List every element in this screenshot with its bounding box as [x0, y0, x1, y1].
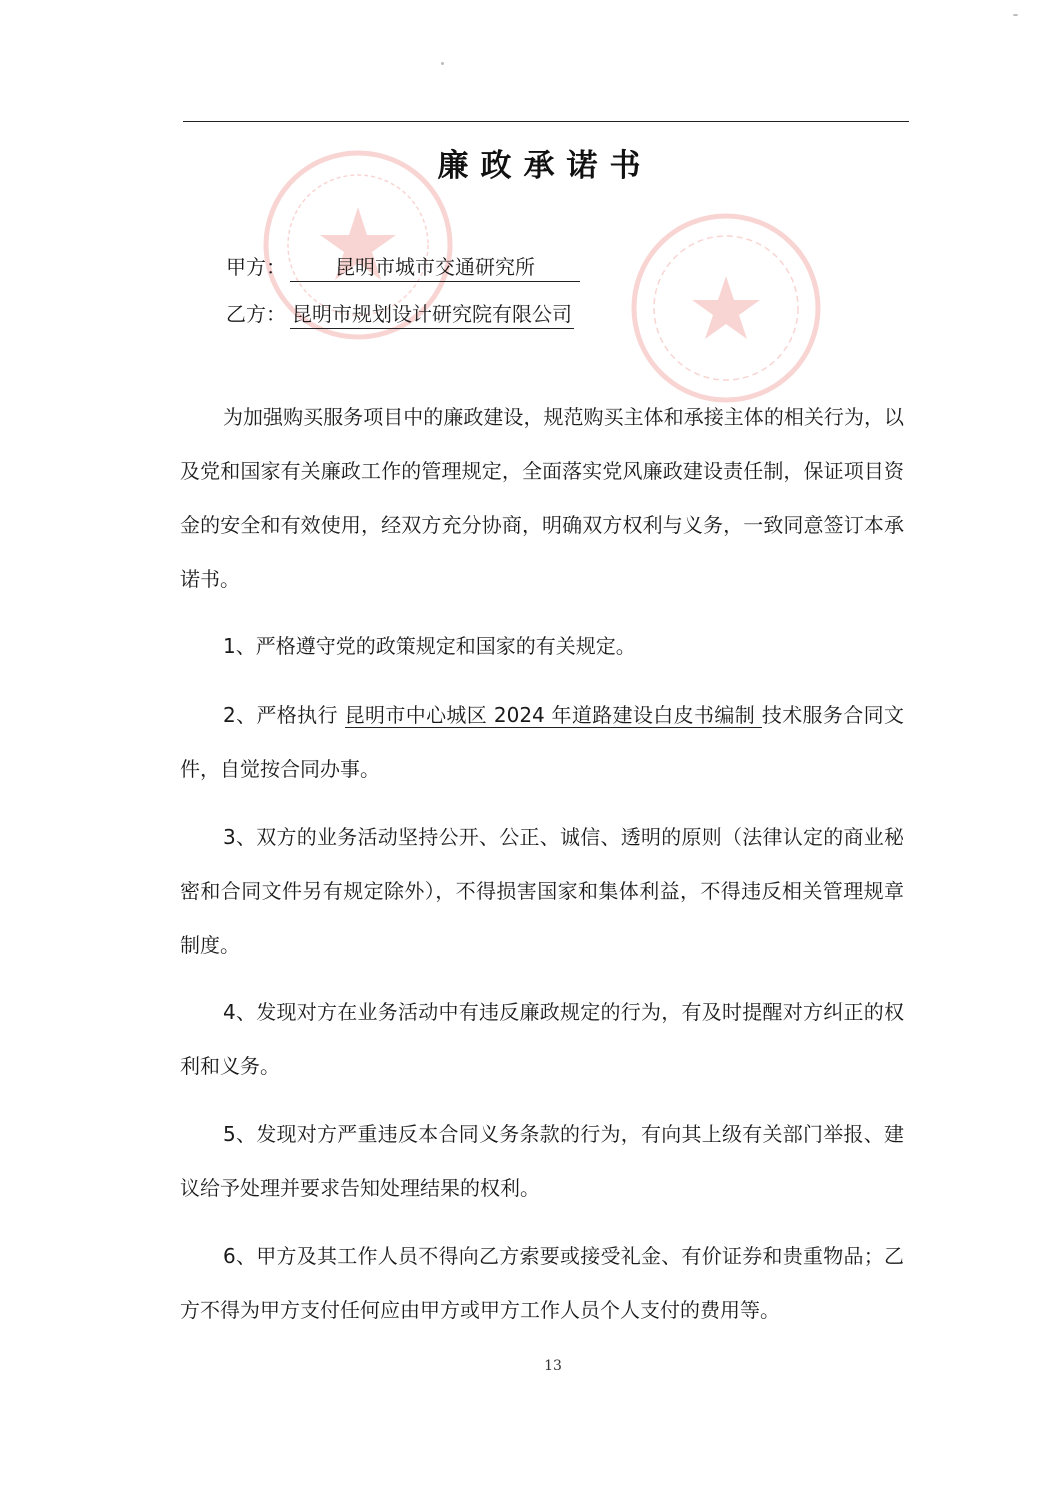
clause-6: 6、甲方及其工作人员不得向乙方索要或接受礼金、有价证券和贵重物品；乙方不得为甲方支付任何应由甲方或甲方工作人员个人支付的费用等。 — [180, 1244, 904, 1322]
party-a-line — [226, 253, 580, 282]
party-a-value: 昆明市城市交通研究所 — [290, 253, 580, 282]
clause-2 — [180, 688, 904, 796]
party-a-label: 甲方： — [226, 255, 286, 279]
clause-1: 1、严格遵守党的政策规定和国家的有关规定。 — [223, 634, 636, 658]
party-b-value: 昆明市规划设计研究院有限公司 — [290, 300, 574, 329]
intro-paragraph: 为加强购买服务项目中的廉政建设，规范购买主体和承接主体的相关行为，以及党和国家有关廉政工作的管理规定，全面落实党风廉政建设责任制，保证项目资金的安全和有效使用，经双方充分协商，明确双方权利与义务，一致同意签订本承诺书。 — [180, 405, 904, 591]
clause-2-prefix: 2、严格执行 — [223, 703, 345, 727]
clause-4: 4、发现对方在业务活动中有违反廉政规定的行为，有及时提醒对方纠正的权利和义务。 — [180, 1000, 904, 1078]
clause-3: 3、双方的业务活动坚持公开、公正、诚信、透明的原则（法律认定的商业秘密和合同文件另有规定除外），不得损害国家和集体利益，不得违反相关管理规章制度。 — [180, 825, 904, 957]
header-rule — [183, 121, 909, 122]
clause-2-suffix: 技术服务合同文件，自觉按合同办事。 — [180, 703, 904, 781]
seal-right — [626, 208, 826, 408]
scan-speck — [1013, 14, 1018, 16]
party-b-label: 乙方： — [226, 302, 286, 326]
clause-5: 5、发现对方严重违反本合同义务条款的行为，有向其上级有关部门举报、建议给予处理并要求告知处理结果的权利。 — [180, 1122, 904, 1200]
document-title: 廉政承诺书 — [437, 148, 653, 184]
page-number: 13 — [544, 1358, 562, 1374]
party-b-line — [226, 300, 574, 329]
clause-2-project: 昆明市中心城区 2024 年道路建设白皮书编制 — [344, 703, 762, 727]
scan-speck — [441, 62, 444, 65]
